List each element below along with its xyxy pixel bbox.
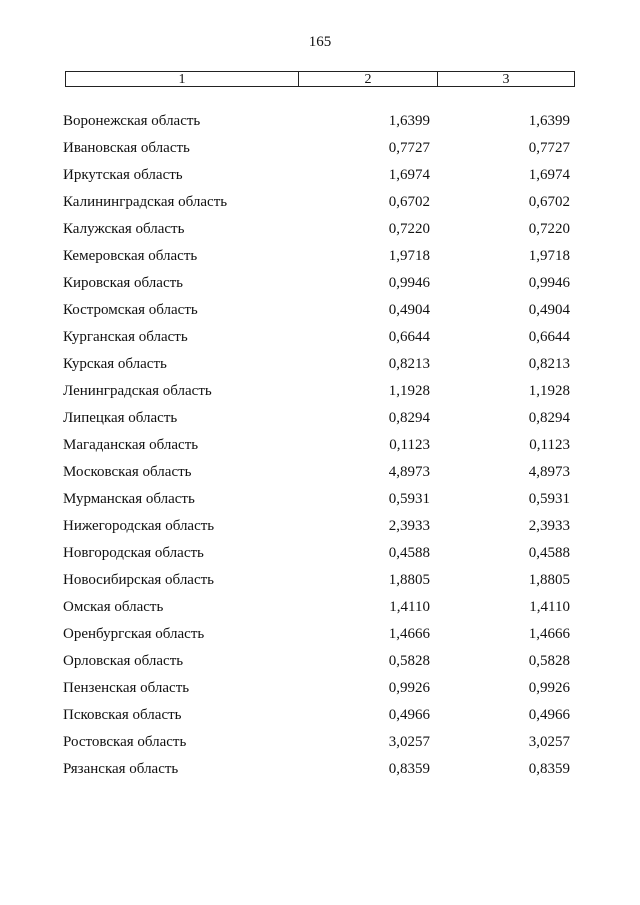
column-3-value: 0,5828	[528, 653, 570, 669]
region-name: Калининградская область	[63, 194, 228, 210]
region-name: Курганская область	[63, 329, 188, 345]
table-row	[0, 274, 640, 301]
column-2-value: 1,4110	[389, 599, 430, 615]
column-3-value: 1,9718	[528, 248, 570, 264]
table-row	[0, 679, 640, 706]
region-name: Оренбургская область	[63, 626, 205, 642]
column-2-value: 0,6702	[388, 194, 430, 210]
page-number: 165	[308, 34, 332, 50]
region-name: Новгородская область	[63, 545, 204, 561]
table-row	[0, 247, 640, 274]
region-name: Рязанская область	[63, 761, 179, 777]
region-name: Иркутская область	[63, 167, 183, 183]
table-row	[0, 652, 640, 679]
column-header-1: 1	[66, 72, 299, 86]
column-2-value: 1,8805	[388, 572, 430, 588]
table-row	[0, 220, 640, 247]
column-2-value: 0,8359	[388, 761, 430, 777]
column-3-value: 1,4110	[529, 599, 570, 615]
column-3-value: 0,7220	[528, 221, 570, 237]
column-2-value: 1,6974	[388, 167, 430, 183]
column-2-value: 4,8973	[388, 464, 430, 480]
table-row	[0, 436, 640, 463]
table-row	[0, 517, 640, 544]
column-2-value: 1,6399	[388, 113, 430, 129]
column-2-value: 0,9946	[388, 275, 430, 291]
column-header-row	[65, 71, 575, 87]
column-3-value: 1,6399	[528, 113, 570, 129]
table-row	[0, 598, 640, 625]
region-name: Воронежская область	[63, 113, 201, 129]
region-name: Липецкая область	[63, 410, 178, 426]
region-name: Пензенская область	[63, 680, 190, 696]
region-name: Ленинградская область	[63, 383, 212, 399]
region-name: Калужская область	[63, 221, 185, 237]
region-name: Ростовская область	[63, 734, 187, 750]
region-name: Московская область	[63, 464, 192, 480]
table-body	[0, 112, 640, 787]
table-row	[0, 355, 640, 382]
table-row	[0, 193, 640, 220]
column-3-value: 1,4666	[528, 626, 570, 642]
region-name: Ивановская область	[63, 140, 190, 156]
column-3-value: 0,4966	[528, 707, 570, 723]
column-2-value: 1,9718	[388, 248, 430, 264]
column-3-value: 0,7727	[528, 140, 570, 156]
table-row	[0, 112, 640, 139]
table-row	[0, 382, 640, 409]
column-2-value: 0,4904	[388, 302, 430, 318]
table-row	[0, 760, 640, 787]
column-3-value: 0,6644	[528, 329, 570, 345]
column-3-value: 0,8213	[528, 356, 570, 372]
column-3-value: 0,8294	[528, 410, 570, 426]
column-2-value: 0,1123	[389, 437, 430, 453]
column-3-value: 4,8973	[528, 464, 570, 480]
column-3-value: 3,0257	[528, 734, 570, 750]
column-2-value: 1,1928	[388, 383, 430, 399]
region-name: Курская область	[63, 356, 167, 372]
column-3-value: 0,9946	[528, 275, 570, 291]
table-row	[0, 139, 640, 166]
region-name: Орловская область	[63, 653, 184, 669]
column-2-value: 0,7727	[388, 140, 430, 156]
column-2-value: 0,6644	[388, 329, 430, 345]
region-name: Костромская область	[63, 302, 198, 318]
column-2-value: 3,0257	[388, 734, 430, 750]
column-3-value: 0,9926	[528, 680, 570, 696]
region-name: Новосибирская область	[63, 572, 215, 588]
column-3-value: 2,3933	[528, 518, 570, 534]
column-header-3: 3	[502, 72, 510, 87]
column-2-value: 0,8213	[388, 356, 430, 372]
column-3-value: 0,6702	[528, 194, 570, 210]
table-row	[0, 490, 640, 517]
region-name: Мурманская область	[63, 491, 195, 507]
column-2-value: 0,5931	[388, 491, 430, 507]
table-row	[0, 625, 640, 652]
table-row	[0, 409, 640, 436]
column-3-value: 0,5931	[528, 491, 570, 507]
region-name: Кировская область	[63, 275, 184, 291]
column-3-value: 0,1123	[529, 437, 570, 453]
column-2-value: 0,7220	[388, 221, 430, 237]
column-3-value: 1,1928	[528, 383, 570, 399]
column-header-2: 2	[299, 72, 438, 86]
table-row	[0, 463, 640, 490]
table-row	[0, 706, 640, 733]
table-row	[0, 328, 640, 355]
table-row	[0, 544, 640, 571]
column-3-value: 1,8805	[528, 572, 570, 588]
region-name: Омская область	[63, 599, 164, 615]
column-2-value: 0,5828	[388, 653, 430, 669]
table-row	[0, 166, 640, 193]
table-row	[0, 301, 640, 328]
column-2-value: 1,4666	[388, 626, 430, 642]
column-3-value: 0,8359	[528, 761, 570, 777]
region-name: Магаданская область	[63, 437, 199, 453]
region-name: Псковская область	[63, 707, 182, 723]
column-2-value: 0,9926	[388, 680, 430, 696]
table-row	[0, 571, 640, 598]
column-2-value: 2,3933	[388, 518, 430, 534]
column-2-value: 0,8294	[388, 410, 430, 426]
column-3-value: 0,4588	[528, 545, 570, 561]
region-name: Нижегородская область	[63, 518, 215, 534]
column-2-value: 0,4966	[388, 707, 430, 723]
column-3-value: 1,6974	[528, 167, 570, 183]
column-3-value: 0,4904	[528, 302, 570, 318]
table-row	[0, 733, 640, 760]
region-name: Кемеровская область	[63, 248, 198, 264]
column-2-value: 0,4588	[388, 545, 430, 561]
